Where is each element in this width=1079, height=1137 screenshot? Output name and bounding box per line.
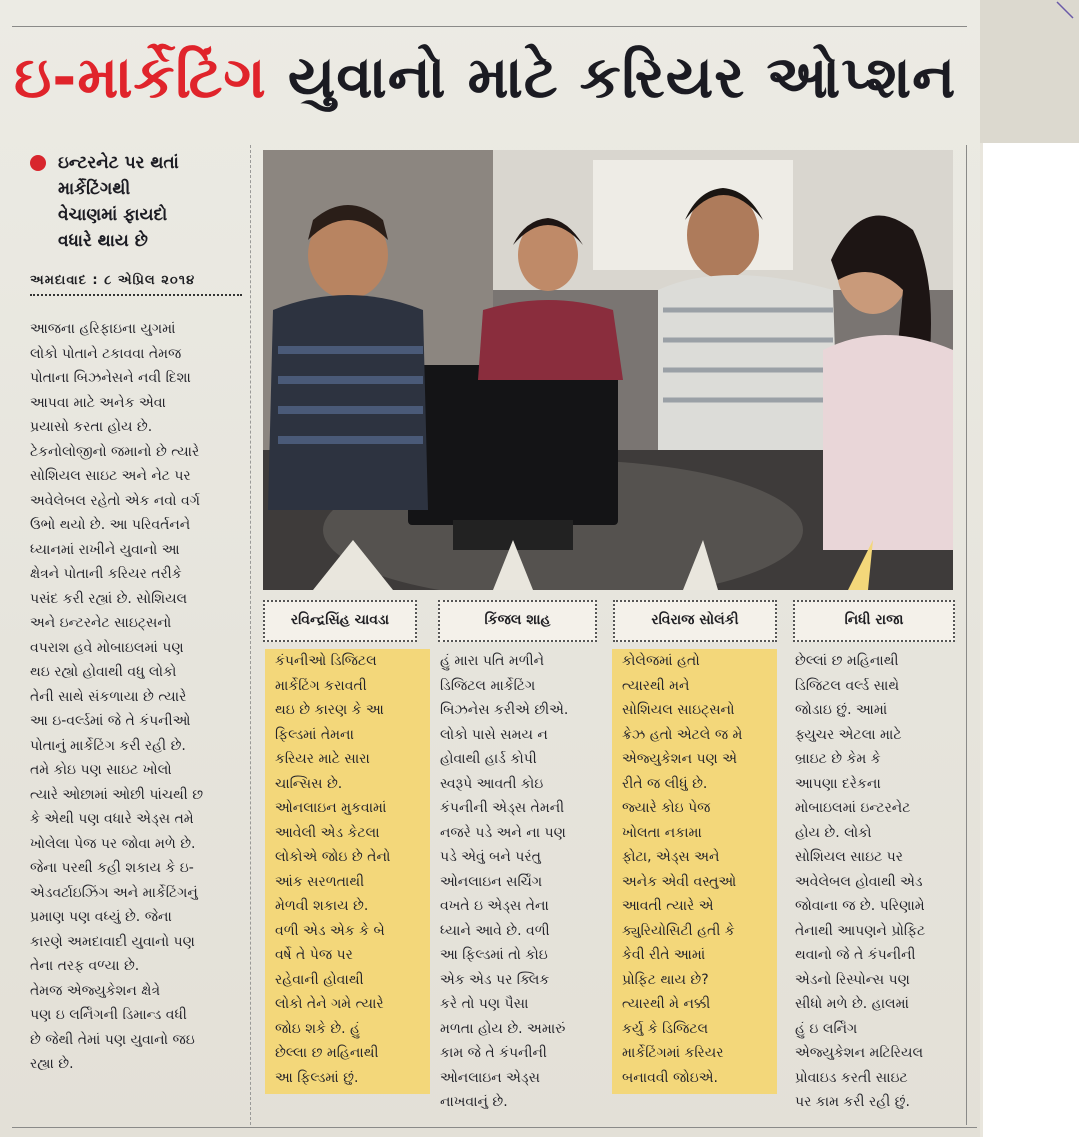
quote-line: લોકોએ જોઇ છે તેનો [275,849,391,865]
quote-line: સ્વરૂપે આવતી કોઇ [440,775,544,792]
quote-line: હોવાથી હાર્ડ કોપી [440,751,537,767]
blank-margin [983,143,1079,1137]
quote-line: મળતા હોય છે. અમારું [440,1020,566,1037]
quote-line: કેવી રીતે આમાં [622,947,706,963]
quote-line: કંપનીઓ ડિજિટલ [275,653,377,669]
article-line: તેમજ એજ્યુકેશન ક્ષેત્રે [30,982,161,999]
subhead-line: વેચાણમાં ફાયદો [58,205,168,225]
headline [14,34,1064,120]
quote-line: પ્રોફિટ થાય છે? [622,971,709,988]
quote-line: ત્યારથી મને [622,677,690,694]
quote-column-3 [612,649,777,1094]
quote-line: અનેક એવી વસ્તુઓ [622,873,737,890]
quote-line: એક એડ પર ક્લિક [440,971,550,988]
article-line: છે જેથી તેમાં પણ યુવાનો જઇ [30,1031,195,1048]
bullet-icon [30,155,46,171]
article-line: ઉભો થયો છે. આ પરિવર્તનને [30,517,191,533]
article-line: પોતાનું માર્કેટિંગ કરી રહી છે. [30,737,186,754]
article-body [30,317,244,1077]
article-line: કારણે અમદાવાદી યુવાનો પણ [30,933,195,950]
quote-line: ખોલતા નકામા [622,824,702,841]
quote-column-2 [440,649,608,1115]
corner-mark-icon [1055,0,1075,20]
quote-line: કામ જે તે કંપનીની [440,1045,547,1061]
quote-line: કરિયર માટે સારા [275,751,370,767]
article-line: અવેલેબલ રહેતો એક નવો વર્ગ [30,492,200,509]
quote-line: એડનો રિસ્પોન્સ પણ [795,971,910,988]
group-photo [263,150,953,590]
quote-line: ઓનલાઇન એડ્સ [440,1069,540,1086]
subheadline [58,150,248,254]
quote-line: પ્રોવાઇડ કરતી સાઇટ [795,1069,908,1086]
article-line: ક્ષેત્રને પોતાની કરિયર તરીકે [30,566,182,582]
quote-line: ડિજિટલ માર્કેટિંગ [440,677,536,694]
quote-line: હું ઇ લર્નિંગ [795,1020,858,1037]
quote-line: બ્રાઇટ છે કેમ કે [795,751,881,767]
quote-line: પર કામ કરી રહી છું. [795,1094,910,1110]
article-line: ટેકનોલોજીનો જમાનો છે ત્યારે [30,443,200,460]
quote-line: માર્કેટિંગ કરાવતી [275,677,367,694]
bottom-rule [12,1127,977,1128]
article-line: રહ્યા છે. [30,1056,74,1072]
right-column-rule [966,145,967,1125]
quote-line: ધ્યાને આવે છે. વળી [440,922,550,939]
quote-line: આ ફિલ્ડમાં તો કોઇ [440,947,548,963]
quote-line: વર્ષે તે પેજ પર [275,947,353,963]
headline-red-part: ઇ-માર્કેટિંગ [14,43,267,111]
quote-line: સીધો મળે છે. હાલમાં [795,996,909,1012]
article-line: આપવા માટે અનેક એવા [30,394,166,411]
article-line: વપરાશ હવે મોબાઇલમાં પણ [30,639,184,656]
name-label-1: રવિન્દ્રસિંહ ચાવડા [263,600,417,642]
quote-line: રીતે જ લીધું છે. [622,775,708,792]
quote-line: છેલ્લા છ મહિનાથી [275,1045,379,1061]
quote-line: ઓનલાઇન મુકવામાં [275,800,387,816]
quote-line: લોકો તેને ગમે ત્યારે [275,996,384,1012]
quote-line: સોશિયલ સાઇટ્સનો [622,702,735,718]
quote-line: નાખવાનું છે. [440,1094,508,1110]
article-line: જેના પરથી કહી શકાય કે ઇ- [30,860,194,876]
quote-line: એજ્યુકેશન પણ એ [622,751,737,767]
quote-line: ઓનલાઇન સર્ચિંગ [440,873,543,890]
article-line: એડવર્ટાઇઝિંગ અને માર્કેટિંગનું [30,884,198,901]
quote-line: ડિજિટલ વર્લ્ડ સાથે [795,677,900,694]
name-label-3: રવિરાજ સોલંકી [613,600,777,642]
quote-line: કર્યુ કે ડિજિટલ [622,1020,709,1037]
article-line: પણ ઇ લર્નિંગની ડિમાન્ડ વધી [30,1007,187,1023]
quote-line: મેળવી શકાય છે. [275,898,369,914]
subhead-line: માર્કેટિંગથી [58,179,131,199]
column-divider [250,145,251,1125]
quote-line: એજ્યુકેશન મટિરિયલ [795,1045,924,1061]
quote-line: અવેલેબલ હોવાથી એડ [795,873,923,890]
photo-illustration [263,150,953,590]
quote-line: માર્કેટિંગમાં કરિયર [622,1045,724,1061]
quote-line: હું મારા પતિ મળીને [440,653,545,669]
dateline: અમદાવાદ : ૮ એપ્રિલ ૨૦૧૪ [30,273,242,296]
quote-line: રહેવાની હોવાથી [275,971,364,988]
name-label-4: નિધી રાજા [793,600,955,642]
article-line: ત્યારે ઓછામાં ઓછી પાંચથી છ [30,786,204,803]
article-line: પ્રયાસો કરતા હોય છે. [30,419,153,435]
article-line: તેના તરફ વળ્યા છે. [30,958,140,974]
article-line: ખોલેલા પેજ પર જોવા મળે છે. [30,835,196,852]
quote-line: ક્રેઝ હતો એટલે જ મે [622,726,743,743]
quote-line: છેલ્લાં છ મહિનાથી [795,653,899,669]
article-line: સોશિયલ સાઇટ અને નેટ પર [30,468,191,484]
top-rule [12,26,967,27]
quote-line: કંપનીની એડ્સ તેમની [440,800,565,816]
quote-column-4 [795,649,963,1115]
quote-line: આવેલી એડ કેટલા [275,824,380,841]
article-line: આ ઇ-વર્લ્ડમાં જે તે કંપનીઓ [30,713,191,729]
article-line: આજના હરિફાઇના યુગમાં [30,321,176,337]
quote-line: આવતી ત્યારે એ [622,898,714,914]
quote-line: આંક સરળતાથી [275,873,365,890]
quote-line: આપણા દરેકના [795,775,881,792]
quote-line: ફોટા, એડ્સ અને [622,849,720,865]
article-line: કે એથી પણ વધારે એડ્સ તમે [30,811,194,827]
quote-line: જ્યારે કોઇ પેજ [622,800,711,816]
quote-line: ફિલ્ડમાં તેમના [275,726,354,743]
quote-line: જોવાના જ છે. પરિણામે [795,898,925,914]
article-line: અને ઇન્ટરનેટ સાઇટ્સનો [30,615,172,631]
article-line: તમે કોઇ પણ સાઇટ ખોલો [30,762,172,778]
subhead-line: ઇન્ટરનેટ પર થતાં [58,153,179,173]
quote-line: થઇ છે કારણ કે આ [275,702,384,718]
quote-line: ક્યુરિયોસિટી હતી કે [622,922,735,939]
quote-line: વળી એડ એક કે બે [275,922,385,939]
article-line: ધ્યાનમાં રાખીને યુવાનો આ [30,541,180,558]
quote-line: વખતે ઇ એડ્સ તેના [440,898,549,914]
quote-line: લોકો પાસે સમય ન [440,726,548,743]
quote-line: બિઝનેસ કરીએ છીએ. [440,702,569,718]
quote-line: કરે તો પણ પૈસા [440,996,529,1012]
quote-line: જોડાઇ છું. આમાં [795,702,888,718]
article-line: પોતાના બિઝનેસને નવી દિશા [30,370,191,386]
quote-line: નજરે પડે અને ના પણ [440,824,566,841]
subhead-line: વધારે થાય છે [58,231,148,251]
article-line: થઇ રહ્યો હોવાથી વધુ લોકો [30,664,177,680]
quote-line: તેનાથી આપણને પ્રોફિટ [795,922,926,939]
article-line: લોકો પોતાને ટકાવવા તેમજ [30,345,182,362]
quote-line: મોબાઇલમાં ઇન્ટરનેટ [795,800,911,816]
headline-black-part: યુવાનો માટે કરિયર ઓપ્શન [287,43,957,111]
quote-line: પડે એવું બને પરંતુ [440,849,541,865]
quote-line: થવાનો જે તે કંપનીની [795,947,916,963]
quote-line: જોઇ શકે છે. હું [275,1020,361,1037]
quote-line: બનાવવી જોઇએ. [622,1069,718,1086]
article-line: પ્રમાણ પણ વધ્યું છે. જેના [30,909,172,925]
quote-line: ત્યારથી મે નક્કી [622,996,711,1012]
quote-line: કોલેજમાં હતો [622,653,700,669]
name-label-2: કિંજલ શાહ [438,600,597,642]
article-line: પસંદ કરી રહ્યાં છે. સોશિયલ [30,590,188,607]
quote-line: ચાન્સિસ છે. [275,775,343,792]
quote-line: આ ફિલ્ડમાં છું. [275,1069,359,1086]
quote-line: હોય છે. લોકો [795,824,872,841]
quote-column-1 [265,649,430,1094]
quote-line: ફ્યુચર એટલા માટે [795,726,902,743]
article-line: તેની સાથે સંકળાયા છે ત્યારે [30,688,187,705]
quote-line: સોશિયલ સાઇટ પર [795,849,903,865]
